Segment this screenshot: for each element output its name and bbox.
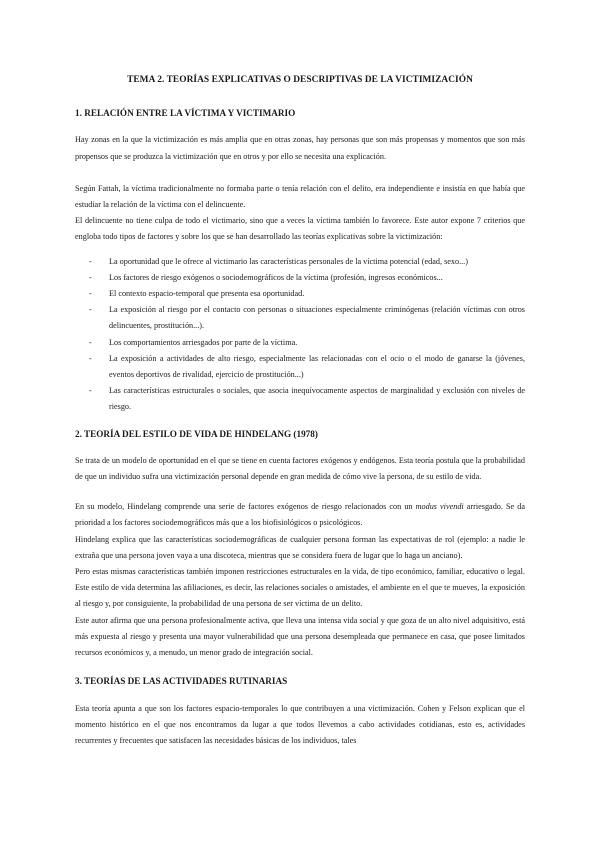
modus-vivendi-italic: modus vivendi (415, 502, 464, 512)
list-item-text: La exposición a actividades de alto riesgo, especialmente las relacionadas con el ocio o el modo de ganarse la (jóvenes, eventos deportivos de rivalidad, ejercicio de prostitución...) (109, 353, 525, 380)
section-2-paragraph-4: Pero estas mismas características también imponen restricciones estructurales en la vida, de tipo económico, familiar, educativo o legal. Este estilo de vida determina las afiliaciones, es decir, las relaciones sociales o amistades, el ambiente en el que te mueves, la exposición al riesgo y, por consiguiente, la probabilidad de una persona de ser víctima de un delito. (75, 567, 525, 609)
list-item (75, 254, 525, 270)
list-item (75, 335, 525, 351)
document-title: TEMA 2. TEORÍAS EXPLICATIVAS O DESCRIPTIVAS DE LA VICTIMIZACIÓN (127, 75, 473, 85)
section-2-p2-start: En su modelo, Hindelang comprende una serie de factores exógenos de riesgo relacionados con un (75, 502, 416, 512)
section-2-heading: 2. TEORÍA DEL ESTILO DE VIDA DE HINDELANG (1978) (75, 428, 318, 439)
list-dash: - (89, 256, 92, 266)
section-1-paragraph-3: El delincuente no tiene culpa de todo el victimario, sino que a veces la víctima también lo favorece. Este autor expone 7 criterios que engloba todo tipos de factores y sobre los que se han desarrollado las teorías explicativas sobre la victimización: (75, 216, 525, 242)
list-item-text: La exposición al riesgo por el contacto con personas o situaciones especialmente criminógenas (relación víctimas con otros delincuentes, prostitución...). (109, 305, 525, 331)
list-item-text: Las características estructurales o sociales, que asocia inequívocamente aspectos de marginalidad y exclusión con niveles de riesgo. (109, 386, 525, 412)
section-2-paragraph-3: Hindelang explica que las características sociodemográficas de cualquier persona forman las expectativas de rol (ejemplo: a nadie le extraña que una persona joven vaya a una discoteca, mientras que se considera fuera de lugar que lo haga un anciano). (75, 534, 525, 560)
section-2-p2-end: arriesgado. Se da prioridad a los factores sociodemográficos más que a los biofisiológicos o psicológicos. (75, 502, 525, 528)
list-item (75, 383, 525, 415)
list-item-text: Los comportamientos arriesgados por parte de la víctima. (109, 337, 298, 347)
list-item (75, 270, 525, 286)
section-2-paragraph-5: Este autor afirma que una persona profesionalmente activa, que lleva una intensa vida social y que goza de un alto nivel adquisitivo, está más expuesta al riesgo y presenta una mayor vulnerabilidad que una persona desempleada que permanece en casa, que posee limitados recursos económicos y, a menudo, un menor grado de integración social. (75, 615, 525, 658)
list-dash: - (89, 305, 92, 315)
list-item (75, 351, 525, 383)
list-item (75, 302, 525, 334)
list-dash: - (89, 289, 92, 299)
list-dash: - (89, 353, 92, 363)
list-dash: - (89, 337, 92, 347)
factors-list (75, 254, 525, 416)
list-item-text: La oportunidad que le ofrece al victimario las características personales de la víctima potencial (edad, sexo...) (109, 256, 468, 266)
list-dash: - (89, 386, 92, 396)
section-1-paragraph-2: Según Fattah, la víctima tradicionalmente no formaba parte o tenía relación con el delito, era independiente e insistía en que había que estudiar la relación de la víctima con el delincuente. (75, 183, 525, 210)
section-3-heading: 3. TEORÍAS DE LAS ACTIVIDADES RUTINARIAS (75, 676, 288, 687)
section-2-paragraph-1: Se trata de un modelo de oportunidad en el que se tiene en cuenta factores exógenos y endógenos. Esta teoría postula que la probabilidad de que un individuo sufra una victimización personal depende en gran medida de cómo vive la persona, de su estilo de vida. (75, 455, 525, 482)
section-1-heading: 1. RELACIÓN ENTRE LA VÍCTIMA Y VICTIMARIO (75, 108, 296, 119)
list-dash: - (89, 272, 92, 282)
list-item-text: El contexto espacio-temporal que presenta esa oportunidad. (109, 289, 305, 299)
section-3-paragraph-1: Esta teoría apunta a que son los factores espacio-temporales lo que contribuyen a una victimización. Cohen y Felson explican que el momento histórico en el que nos encontramos da lugar a que todos llevemos a cabo actividades cotidianas, esto es, actividades recurrentes y frecuentes que satisfacen las necesidades básicas de los individuos, tales (75, 703, 525, 745)
list-item (75, 286, 525, 302)
section-2-paragraph-2 (75, 499, 525, 531)
list-item-text: Los factores de riesgo exógenos o sociodemográficos de la víctima (profesión, ingresos económicos... (109, 272, 443, 282)
section-1-paragraph-1: Hay zonas en la que la victimización es más amplia que en otras zonas, hay personas que son más propensas y momentos que son más propensos que se produzca la victimización que en otros y por ello se necesita una explicación. (75, 135, 525, 161)
